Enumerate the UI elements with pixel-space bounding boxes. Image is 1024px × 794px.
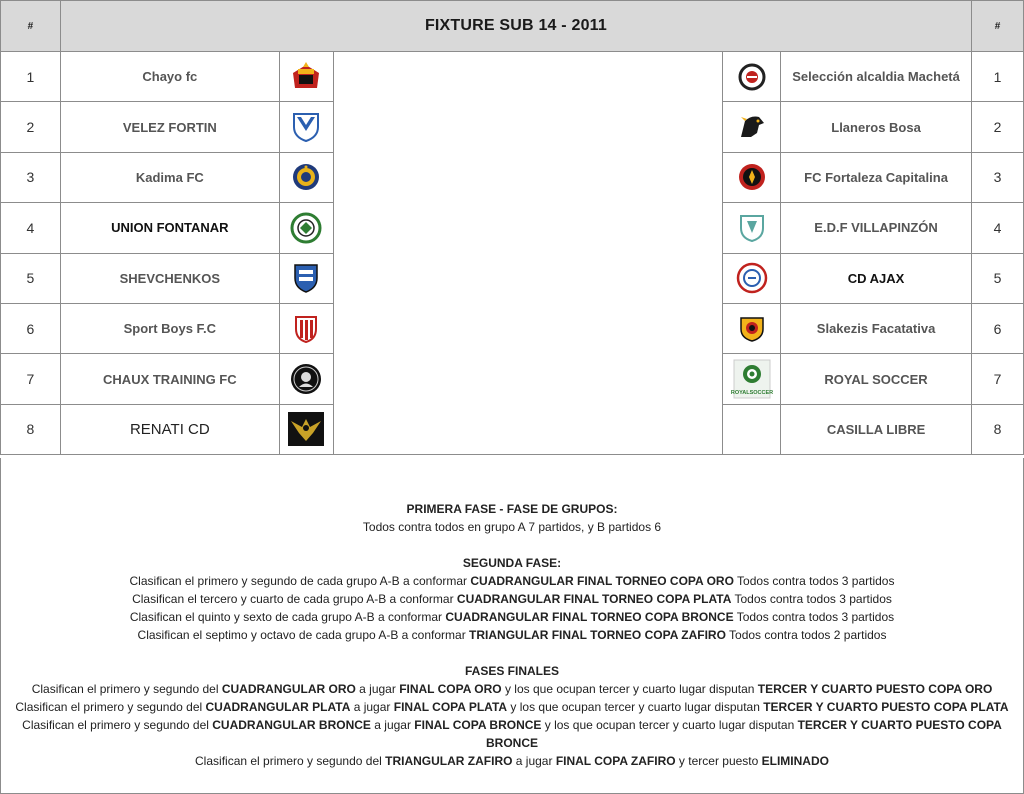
- left-team-name: CHAUX TRAINING FC: [60, 354, 279, 404]
- finals-line: Clasifican el primero y segundo del TRIANGULAR ZAFIRO a jugar FINAL COPA ZAFIRO y tercer puesto ELIMINADO: [195, 754, 829, 768]
- finals-title: FASES FINALES: [464, 664, 559, 678]
- left-number: 4: [1, 203, 61, 253]
- phase2-line: Clasifican el quinto y sexto de cada grupo A-B a conformar CUADRANGULAR FINAL TORNEO COPA BRONCE Todos contra todos 3 partidos: [129, 610, 895, 624]
- left-number: 7: [1, 354, 61, 404]
- phase1-text: Todos contra todos en grupo A 7 partidos, y B partidos 6: [362, 520, 662, 534]
- renati-cd-eagle-icon: [279, 404, 333, 454]
- finals-line: Clasifican el primero y segundo del CUADRANGULAR ORO a jugar FINAL COPA ORO y los que ocupan tercer y cuarto lugar disputan TERCER Y CUARTO PUESTO COPA ORO: [31, 682, 993, 696]
- left-team-name: Kadima FC: [60, 152, 279, 202]
- chayo-fc-crest-icon: [279, 52, 333, 102]
- right-number: 2: [972, 102, 1024, 152]
- header-row: [1, 1, 1024, 52]
- right-team-name: ROYAL SOCCER: [781, 354, 972, 404]
- left-number: 6: [1, 303, 61, 353]
- phase2-line: Clasifican el septimo y octavo de cada grupo A-B a conformar TRIANGULAR FINAL TORNEO COPA ZAFIRO Todos contra todos 2 partidos: [137, 628, 887, 642]
- left-number: 8: [1, 404, 61, 454]
- left-number: 5: [1, 253, 61, 303]
- left-team-name: UNION FONTANAR: [60, 203, 279, 253]
- shevchenkos-shield-icon: [279, 253, 333, 303]
- right-number: 8: [972, 404, 1024, 454]
- cd-ajax-badge-icon: [723, 253, 781, 303]
- left-team-name: Sport Boys F.C: [60, 303, 279, 353]
- velez-fortin-shield-icon: [279, 102, 333, 152]
- left-number: 1: [1, 52, 61, 102]
- right-number: 6: [972, 303, 1024, 353]
- kadima-fc-badge-icon: [279, 152, 333, 202]
- hash-right: #: [972, 1, 1024, 52]
- rules-section: [0, 458, 1024, 794]
- finals-line: Clasifican el primero y segundo del CUADRANGULAR PLATA a jugar FINAL COPA PLATA y los que ocupan tercer y cuarto lugar disputan TERCER Y CUARTO PUESTO COPA PLATA: [15, 700, 1009, 714]
- right-number: 5: [972, 253, 1024, 303]
- llaneros-bosa-horse-icon: [723, 102, 781, 152]
- royal-soccer-logo-text: ROYALSOCCER: [730, 390, 773, 397]
- empty-logo-cell: [723, 404, 781, 454]
- right-team-name: CASILLA LIBRE: [781, 404, 972, 454]
- match-area: [333, 52, 722, 455]
- right-team-name: FC Fortaleza Capitalina: [781, 152, 972, 202]
- phase2-line: Clasifican el primero y segundo de cada grupo A-B a conformar CUADRANGULAR FINAL TORNEO COPA ORO Todos contra todos 3 partidos: [129, 574, 895, 588]
- phase1-title: PRIMERA FASE - FASE DE GRUPOS:: [406, 502, 618, 516]
- phase2-line: Clasifican el tercero y cuarto de cada grupo A-B a conformar CUADRANGULAR FINAL TORNEO COPA PLATA Todos contra todos 3 partidos: [132, 592, 892, 606]
- sport-boys-shield-icon: [279, 303, 333, 353]
- right-team-name: Selección alcaldia Machetá: [781, 52, 972, 102]
- union-fontanar-badge-icon: [279, 203, 333, 253]
- right-team-name: CD AJAX: [781, 253, 972, 303]
- left-team-name: VELEZ FORTIN: [60, 102, 279, 152]
- hash-left: #: [1, 1, 61, 52]
- left-team-name: SHEVCHENKOS: [60, 253, 279, 303]
- phase2-title: SEGUNDA FASE:: [462, 556, 562, 570]
- slakezis-shield-icon: [723, 303, 781, 353]
- chaux-training-badge-icon: [279, 354, 333, 404]
- right-team-name: Llaneros Bosa: [781, 102, 972, 152]
- right-team-name: Slakezis Facatativa: [781, 303, 972, 353]
- villapinzon-shield-icon: [723, 203, 781, 253]
- table-row: [1, 52, 1024, 102]
- right-team-name: E.D.F VILLAPINZÓN: [781, 203, 972, 253]
- left-number: 3: [1, 152, 61, 202]
- macheta-seal-icon: [723, 52, 781, 102]
- right-number: 7: [972, 354, 1024, 404]
- left-number: 2: [1, 102, 61, 152]
- left-team-name: Chayo fc: [60, 52, 279, 102]
- royal-soccer-logo-icon: [723, 354, 781, 404]
- finals-line: Clasifican el primero y segundo del CUADRANGULAR BRONCE a jugar FINAL COPA BRONCE y los que ocupan tercer y cuarto lugar disputan TERCER Y CUARTO PUESTO COPA BRONCE: [22, 718, 1002, 750]
- left-team-name: RENATI CD: [60, 404, 279, 454]
- page-title: FIXTURE SUB 14 - 2011: [60, 1, 971, 52]
- right-number: 1: [972, 52, 1024, 102]
- right-number: 4: [972, 203, 1024, 253]
- fortaleza-capitalina-badge-icon: [723, 152, 781, 202]
- right-number: 3: [972, 152, 1024, 202]
